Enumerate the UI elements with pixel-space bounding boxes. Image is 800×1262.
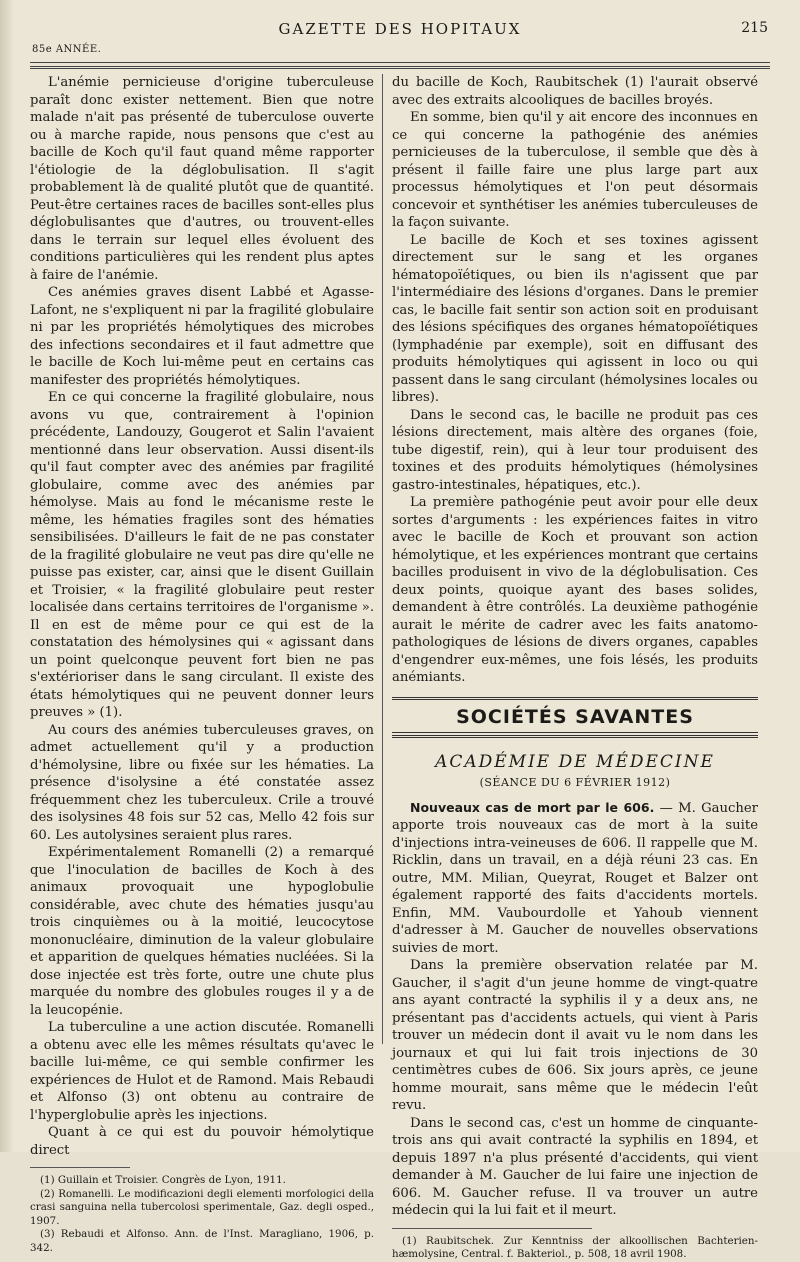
- paragraph: L'anémie pernicieuse d'origine tuberculeuse paraît donc exister nettement. Bien que notre malade n'ait pas présenté de tuberculose ouverte ou à marche rapide, nous pensons que c'est au bacille de Koch qu'il faut quand même rapporter l'étiologie de la déglobulisation. Il s'agit probablement là de qualité plutôt que de quantité. Peut-être certaines races de bacilles sont-elles plus déglobulisantes que d'autres, ou trouvent-elles dans le terrain sur lequel elles évoluent des conditions particulières qui les rendent plus aptes à faire de l'anémie.: [30, 75, 374, 283]
- paragraph: En ce qui concerne la fragilité globulaire, nous avons vu que, contrairement à l'opinion précédente, Landouzy, Gougerot et Salin l'avaient mentionné dans leur observation. Aussi disent-ils qu'il faut compter avec des anémies par fragilité globulaire, comme avec des anémies par hémolyse. Mais au fond le mécanisme reste le même, les hématies fragiles sont des hématies sensibilisées. D'ailleurs le fait de ne pas constater de la fragilité globulaire ne veut pas dire qu'elle ne puisse pas exister, car, ainsi que le disent Guillain et Troisier, « la fragilité globulaire peut rester localisée dans certains territoires de l'organisme ». Il en est de même pour ce qui est de la constatation des hémolysines qui « agissant dans un point quelconque peuvent fort bien ne pas s'extérioriser dans le sang circulant. Il existe des états hémolytiques qui ne peuvent donner leurs preuves » (1).: [30, 390, 375, 720]
- paragraph: Ces anémies graves disent Labbé et Agasse-Lafont, ne s'expliquent ni par la fragilité globulaire ni par les propriétés hémolytiques des microbes des infections secondaires et il faut admettre que le bacille de Koch lui-même peut en certains cas manifester des propriétés hémolytiques.: [30, 285, 374, 388]
- news-paragraph: Dans le second cas, c'est un homme de cinquante-trois ans qui avait contracté la syphilis en 1894, et depuis 1897 n'a plus présenté d'accidents, qui vient demander à M. Gaucher de lui faire une injection de 606. M. Gaucher refuse. Il va trouver un autre médecin qui la lui fait et il meurt.: [392, 1115, 758, 1218]
- footnote-rule: [392, 1228, 592, 1229]
- section-title: SOCIÉTÉS SAVANTES: [456, 705, 694, 728]
- left-column: [30, 74, 374, 1255]
- paragraph: En somme, bien qu'il y ait encore des inconnues en ce qui concerne la pathogénie des anémies pernicieuses de la tuberculose, il semble que dès à présent il faille faire une plus large part aux processus hémolytiques et l'on peut désormais concevoir et synthétiser les anémies tuberculeuses de la façon suivante.: [392, 110, 758, 230]
- section-header: [392, 697, 758, 738]
- footnote-rule: [30, 1167, 130, 1168]
- paragraph: La première pathogénie peut avoir pour elle deux sortes d'arguments : les expériences faites in vitro avec le bacille de Koch et prouvant son action hémolytique, et les expériences montrant que certains bacilles produisent in vivo de la déglobulisation. Ces deux points, quoique ayant des bases solides, demandent à être contrôlés. La deuxième pathogénie aurait le mérite de cadrer avec les faits anatomo-pathologiques de lésions de divers organes, capables d'engendrer eux-mêmes, une fois lésés, les produits anémiants.: [392, 495, 758, 685]
- news-paragraph: [392, 799, 758, 958]
- section-rule: [392, 732, 758, 733]
- paragraph: du bacille de Koch, Raubitschek (1) l'aurait observé avec des extraits alcooliques de bacilles broyés.: [392, 75, 758, 108]
- footnote: (1) Guillain et Troisier. Congrès de Lyon, 1911.: [40, 1174, 286, 1186]
- volume-year: 85e ANNÉE.: [32, 44, 102, 55]
- column-separator: [382, 74, 383, 1044]
- section-rule-bottom: [392, 735, 758, 738]
- paragraph: La tuberculine a une action discutée. Romanelli a obtenu avec elle les mêmes résultats qu'avec le bacille lui-même, ce qui semble confirmer les expériences de Hulot et de Ramond. Mais Rebaudi et Alfonso (3) ont obtenu au contraire de l'hyperglobulie après les injections.: [30, 1020, 374, 1123]
- paragraph: Dans le second cas, le bacille ne produit pas ces lésions directement, mais altère des organes (foie, tube digestif, rein), qui à leur tour produisent des toxines et des produits hémolytiques (hémolysines gastro-intestinales, hépatiques, etc.).: [392, 407, 758, 493]
- academy-title: ACADÉMIE DE MÉDECINE: [435, 751, 715, 772]
- session-date: (SÉANCE DU 6 FÉVRIER 1912): [479, 775, 671, 789]
- header-double-rule: [30, 66, 770, 69]
- footnote: (1) Raubitschek. Zur Kenntniss der alkoollischen Bachterien-hæmolysine, Central. f. Bakteriol., p. 508, 18 avril 1908.: [392, 1234, 758, 1260]
- footnote: (3) Rebaudi et Alfonso. Ann. de l'Inst. Maragliano, 1906, p. 342.: [30, 1228, 374, 1254]
- paragraph: Au cours des anémies tuberculeuses graves, on admet actuellement qu'il y a production d'hémolysine, libre ou fixée sur les hématies. La présence d'isolysine a été constatée assez fréquemment chez les tuberculeux. Crile a trouvé des isolysines 48 fois sur 52 cas, Mello 42 fois sur 60. Les autolysines seraient plus rares.: [30, 722, 374, 843]
- masthead-title: GAZETTE DES HOPITAUX: [278, 20, 522, 38]
- footnote: (2) Romanelli. Le modificazioni degli elementi morfologici della crasi sanguina nella tubercolosi sperimentale, Gaz. degli osped., 1907.: [30, 1187, 374, 1227]
- binding-shadow: [0, 0, 14, 1152]
- paragraph: Quant à ce qui est du pouvoir hémolytique direct: [30, 1125, 374, 1158]
- header-rule: [30, 62, 770, 63]
- news-text: — M. Gaucher apporte trois nouveaux cas de mort à la suite d'injections intra-veineuses de 606. Il rappelle que M. Ricklin, dans un travail, en a déjà réuni 23 cas. En outre, MM. Milian, Queyrat, Rouget et Balzer ont également rapporté des faits d'accidents mortels. Enfin, MM. Vaubourdolle et Yahoub viennent d'adresser à M. Gaucher de nouvelles observations suivies de mort.: [392, 800, 758, 956]
- news-paragraph: Dans la première observation relatée par M. Gaucher, il s'agit d'un jeune homme de vingt-quatre ans ayant contracté la syphilis il y a deux ans, ne présentant pas d'accidents actuels, qui vient à Paris trouver un médecin dont il avait vu le nom dans les journaux et qui lui fait trois injections de 30 centimètres cubes de 606. Six jours après, ce jeune homme mourait, sans même que le médecin l'eût revu.: [392, 958, 758, 1113]
- paragraph: Le bacille de Koch et ses toxines agissent directement sur le sang et les organes hématopoïétiques, ou bien ils n'agissent que par l'intermédiaire des lésions d'organes. Dans le premier cas, le bacille fait sentir son action soit en produisant des lésions spécifiques des organes hématopoïétiques (lymphadénie par exemple), soit en diffusant des produits hémolytiques qui agissent in loco ou qui passent dans le sang circulant (hémolysines locales ou libres).: [392, 232, 758, 405]
- section-rule-top: [392, 697, 758, 700]
- paragraph: Expérimentalement Romanelli (2) a remarqué que l'inoculation de bacilles de Koch à des animaux provoquait une hypoglobulie considérable, avec chute des hématies jusqu'au trois cinquièmes ou à la moitié, leucocytose mononucléaire, diminution de la valeur globulaire et apparition de quelques hématies nucléées. Si la dose injectée est très forte, outre une chute plus marquée du nombre des globules rouges il y a de la leucopénie.: [30, 845, 374, 1018]
- news-lead: Nouveaux cas de mort par le 606.: [410, 799, 655, 815]
- right-column: [392, 74, 758, 1262]
- page-number: 215: [741, 20, 768, 36]
